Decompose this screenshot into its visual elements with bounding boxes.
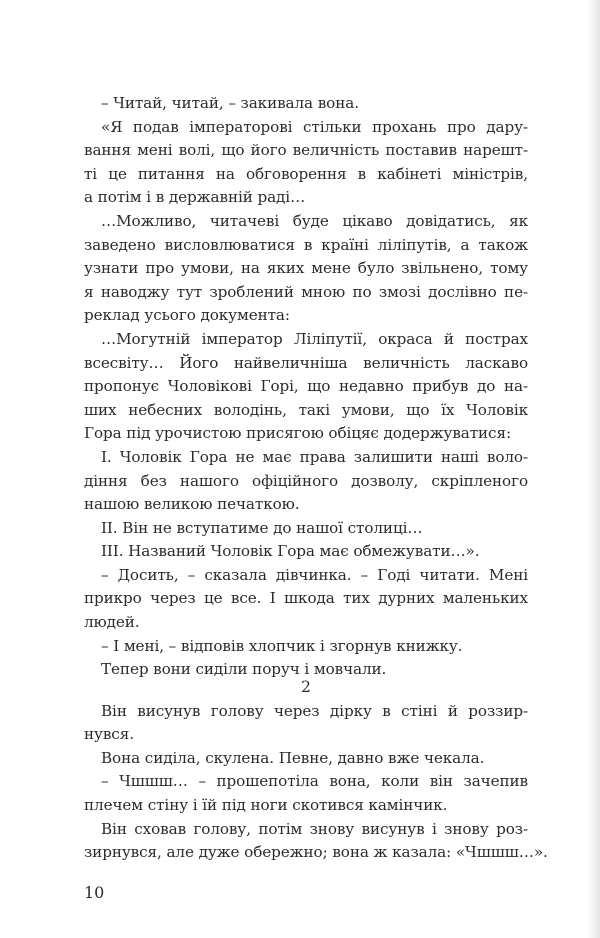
text-line: ІІІ. Названий Чоловік Гора має обмежувати…». — [101, 542, 480, 561]
paragraph — [84, 517, 528, 541]
text-line: реклад усього документа: — [84, 306, 290, 325]
paragraph — [84, 446, 528, 517]
text-line: – Читай, читай, – закивала вона. — [101, 94, 359, 112]
text-line: я наводжу тут зроблений мною по змозі дослівно пе- — [84, 282, 528, 301]
text-line: Тепер вони сиділи поруч і мовчали. — [101, 660, 387, 679]
section-2-paragraphs — [84, 700, 548, 865]
text-line: нувся. — [84, 725, 134, 744]
text-line: …Могутній імператор Ліліпутії, окраса й пострах — [101, 329, 528, 348]
text-line: – І мені, – відповів хлопчик і згорнув книжку. — [101, 636, 463, 655]
text-line: плечем стіну і їй під ноги скотився камінчик. — [84, 795, 448, 814]
text-line: Він сховав голову, потім знову висунув і знову роз- — [101, 819, 528, 838]
text-line: – Чшшш… – прошепотіла вона, коли він зачепив — [101, 772, 528, 791]
text-line: зирнувся, але дуже обережно; вона ж казала: «Чшшш…». — [84, 843, 548, 862]
text-line: узнати про умови, на яких мене було звільнено, тому — [84, 259, 528, 278]
text-line: «Я подав імператорові стільки прохань про дару- — [101, 117, 528, 136]
text-line: а потім і в державній раді… — [84, 188, 306, 207]
text-line: І. Чоловік Гора не має права залишити наші воло- — [101, 447, 528, 466]
text-line: ших небесних володінь, такі умови, що їх Чоловік — [84, 400, 528, 419]
paragraph — [84, 116, 528, 210]
paragraph — [84, 818, 548, 865]
page-number: 10 — [84, 883, 105, 902]
text-line: вання мені волі, що його величність поставив нарешт- — [84, 141, 528, 160]
text-line: Він висунув голову через дірку в стіні й роззир- — [101, 701, 528, 720]
text-line: людей. — [84, 613, 140, 632]
section-number: 2 — [301, 678, 311, 696]
paragraph — [84, 700, 528, 747]
page-edge-shadow — [586, 0, 600, 938]
paragraph — [84, 635, 528, 659]
text-line: ІІ. Він не вступатиме до нашої столиці… — [101, 518, 423, 537]
text-line: прикро через це все. І шкода тих дурних маленьких — [84, 589, 528, 608]
text-line: – Досить, – сказала дівчинка. – Годі читати. Мені — [101, 565, 528, 584]
text-block-part-2 — [84, 678, 548, 889]
paragraph — [84, 92, 528, 116]
text-line: Гора під урочистою присягою обіцяє додержуватися: — [84, 424, 511, 443]
paragraph — [84, 328, 528, 446]
paragraph — [84, 747, 528, 771]
text-line: Вона сиділа, скулена. Певне, давно вже чекала. — [101, 748, 485, 767]
paragraph — [84, 210, 528, 328]
text-line: всесвіту… Його найвеличніша величність ласкаво — [84, 353, 528, 372]
paragraph — [84, 564, 528, 635]
text-line: пропонує Чоловікові Горі, що недавно прибув до на- — [84, 377, 528, 396]
text-line: заведено висловлюватися в країні ліліпутів, а також — [84, 235, 528, 254]
paragraph — [84, 770, 528, 817]
paragraph — [84, 540, 528, 564]
text-line: нашою великою печаткою. — [84, 495, 300, 514]
text-line: ті це питання на обговорення в кабінеті міністрів, — [84, 164, 528, 183]
text-line: діння без нашого офіційного дозволу, скріпленого — [84, 471, 528, 490]
text-line: …Можливо, читачеві буде цікаво довідатись, як — [101, 211, 528, 230]
text-block-part-1 — [84, 92, 528, 682]
